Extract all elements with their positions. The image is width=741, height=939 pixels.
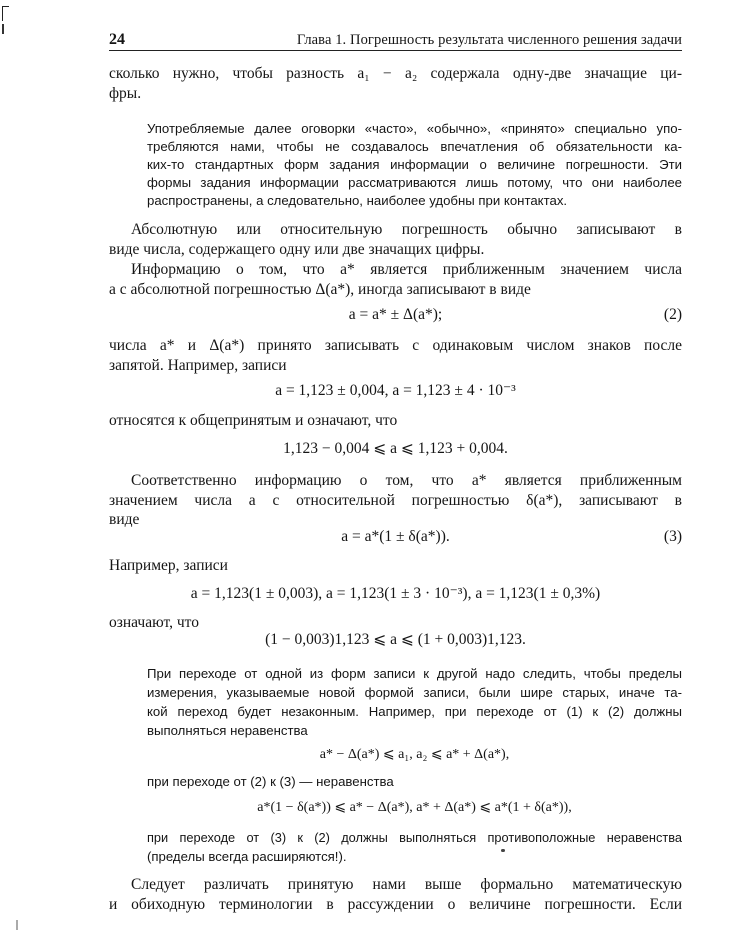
note-line: требляются нами, чтобы не создавалось впечатления об обязательности ка- [147, 139, 682, 154]
note-line: ких-то стандартных форм задания информации о величине погрешности. Эти [147, 157, 682, 172]
text-line: a с абсолютной погрешностью Δ(a*), иногда записывают в виде [109, 281, 531, 298]
note-line: (пределы всегда расширяются!). [147, 849, 347, 864]
scan-edge-mark [2, 24, 4, 34]
note-line: при переходе от (3) к (2) должны выполняться противоположные неравенства [147, 830, 682, 845]
note-line: при переходе от (2) к (3) — неравенства [147, 774, 394, 789]
text-line: Например, записи [109, 557, 228, 574]
note-line: кой переход будет незаконным. Например, при переходе от (1) к (2) должны [147, 704, 682, 719]
note-line: Употребляемые далее оговорки «часто», «обычно», «принято» специально упо- [147, 121, 682, 136]
formula-example: (1 − 0,003)1,123 ⩽ a ⩽ (1 + 0,003)1,123. [265, 631, 526, 648]
note-line: формы задания информации рассматриваются лишь потому, что они наиболее [147, 175, 682, 190]
text-line: относятся к общепринятым и означают, что [109, 412, 398, 429]
page-number: 24 [109, 31, 125, 48]
text-line: Информацию о том, что a* является приближенным значением числа [131, 261, 682, 278]
note-line: измерения, указываемые новой формой записи, были шире старых, иначе та- [147, 685, 682, 700]
running-header [109, 30, 682, 51]
text-line: Следует различать принятую нами выше формально математическую [131, 876, 682, 893]
formula-2 [109, 306, 682, 324]
formula-example: a = 1,123 ± 0,004, a = 1,123 ± 4 · 10⁻³ [275, 382, 516, 399]
text-line: запятой. Например, записи [109, 357, 287, 374]
formula-3 [109, 528, 682, 546]
text-line: виде числа, содержащего одну или две значащих цифры. [109, 241, 485, 258]
note-formula: a*(1 − δ(a*)) ⩽ a* − Δ(a*), a* + Δ(a*) ⩽ a*(1 + δ(a*)), [257, 800, 572, 815]
text-line: сколько нужно, чтобы разность a₁ − a₂ содержала одну-две значащие ци- [109, 65, 682, 82]
running-title: Глава 1. Погрешность результата численного решения задачи [296, 32, 682, 48]
text-line: Абсолютную или относительную погрешность обычно записывают в [131, 221, 682, 238]
formula-text: a = a* ± Δ(a*); [348, 306, 443, 323]
scan-speck [501, 849, 505, 852]
note-line: При переходе от одной из форм записи к другой надо следить, чтобы пределы [147, 666, 682, 681]
equation-number: (3) [663, 528, 682, 545]
formula-example: 1,123 − 0,004 ⩽ a ⩽ 1,123 + 0,004. [283, 440, 508, 457]
text-line: фры. [109, 85, 142, 102]
formula-text: a = a*(1 ± δ(a*)). [341, 528, 450, 545]
text-line: Соответственно информацию о том, что a* является приближенным [131, 472, 682, 489]
text-line: означают, что [109, 614, 199, 631]
equation-number: (2) [663, 306, 682, 323]
note-line: распространены, а следовательно, наиболее удобны при контактах. [147, 193, 568, 208]
formula-example: a = 1,123(1 ± 0,003), a = 1,123(1 ± 3 · 10⁻³), a = 1,123(1 ± 0,3%) [190, 585, 601, 602]
note-formula: a* − Δ(a*) ⩽ a₁, a₂ ⩽ a* + Δ(a*), [319, 747, 510, 762]
text-line: значением числа a с относительной погрешностью δ(a*), записывают в [109, 492, 682, 509]
text-line: и обиходную терминологии в рассуждении о величине погрешности. Если [109, 896, 682, 913]
text-line: виде [109, 511, 140, 528]
scan-corner-mark [2, 6, 9, 21]
scan-edge-mark [16, 920, 18, 930]
note-line: выполняться неравенства [147, 723, 308, 738]
text-line: числа a* и Δ(a*) принято записывать с одинаковым числом знаков после [109, 337, 682, 354]
